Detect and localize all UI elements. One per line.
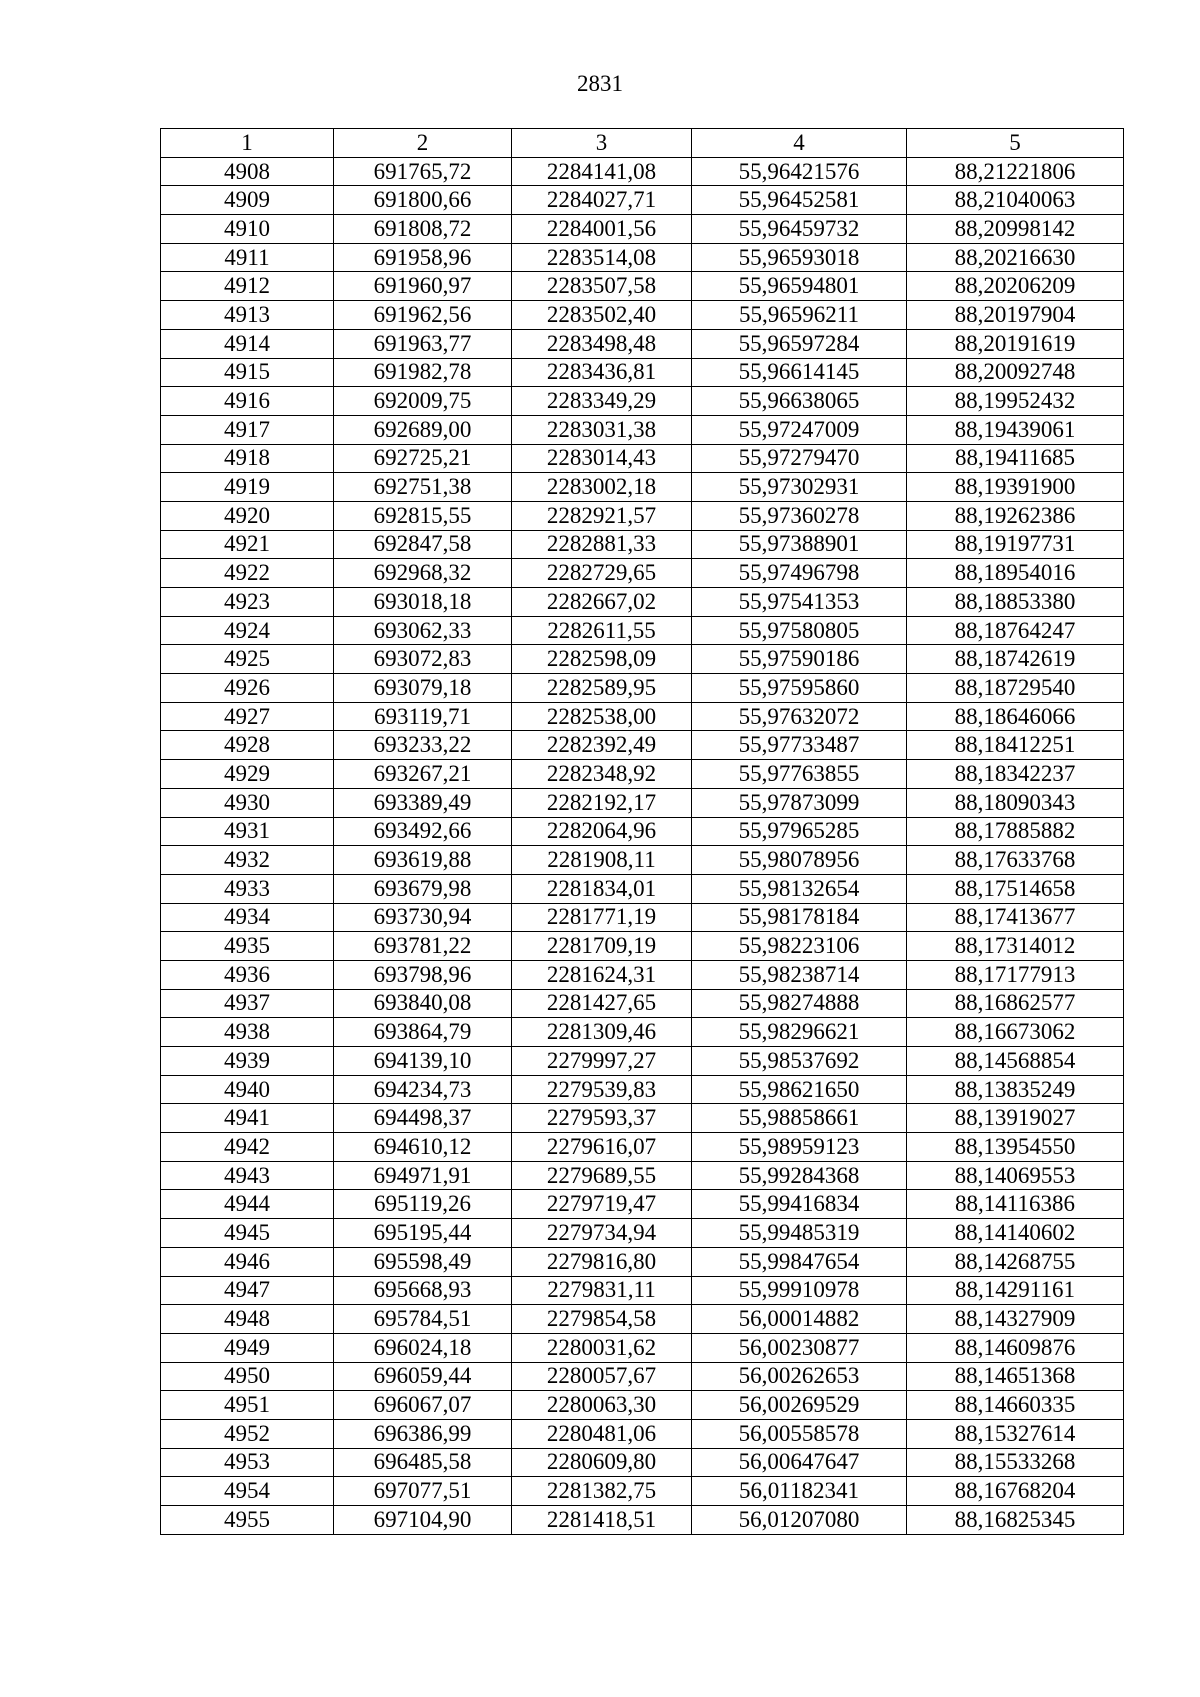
longitude-cell: 88,20998142 (907, 215, 1124, 244)
coordinate-y-cell: 2279719,47 (512, 1190, 692, 1219)
coordinate-x-cell: 692751,38 (334, 473, 512, 502)
point-number-cell: 4911 (161, 243, 334, 272)
coordinate-x-cell: 697077,51 (334, 1477, 512, 1506)
latitude-cell: 55,96638065 (692, 387, 907, 416)
coordinate-x-cell: 695195,44 (334, 1219, 512, 1248)
table-row (161, 157, 1124, 186)
table-row (161, 1219, 1124, 1248)
table-row (161, 788, 1124, 817)
coordinate-y-cell: 2280031,62 (512, 1333, 692, 1362)
longitude-cell: 88,18090343 (907, 788, 1124, 817)
coordinate-x-cell: 693864,79 (334, 1018, 512, 1047)
latitude-cell: 56,01207080 (692, 1506, 907, 1535)
point-number-cell: 4938 (161, 1018, 334, 1047)
coordinate-y-cell: 2281771,19 (512, 903, 692, 932)
longitude-cell: 88,20092748 (907, 358, 1124, 387)
point-number-cell: 4925 (161, 645, 334, 674)
point-number-cell: 4950 (161, 1362, 334, 1391)
coordinate-y-cell: 2279689,55 (512, 1161, 692, 1190)
latitude-cell: 55,96597284 (692, 329, 907, 358)
coordinate-y-cell: 2282611,55 (512, 616, 692, 645)
coordinate-x-cell: 691963,77 (334, 329, 512, 358)
latitude-cell: 55,97733487 (692, 731, 907, 760)
longitude-cell: 88,16862577 (907, 989, 1124, 1018)
point-number-cell: 4955 (161, 1506, 334, 1535)
table-row (161, 272, 1124, 301)
point-number-cell: 4913 (161, 301, 334, 330)
coordinate-y-cell: 2282538,00 (512, 702, 692, 731)
coordinate-y-cell: 2282921,57 (512, 501, 692, 530)
point-number-cell: 4936 (161, 960, 334, 989)
table-row (161, 501, 1124, 530)
coordinate-x-cell: 695119,26 (334, 1190, 512, 1219)
table-row (161, 989, 1124, 1018)
point-number-cell: 4945 (161, 1219, 334, 1248)
point-number-cell: 4942 (161, 1133, 334, 1162)
table-row (161, 731, 1124, 760)
point-number-cell: 4954 (161, 1477, 334, 1506)
point-number-cell: 4912 (161, 272, 334, 301)
table-row (161, 932, 1124, 961)
coordinate-y-cell: 2281418,51 (512, 1506, 692, 1535)
longitude-cell: 88,17314012 (907, 932, 1124, 961)
table-row (161, 358, 1124, 387)
longitude-cell: 88,15327614 (907, 1419, 1124, 1448)
coordinate-x-cell: 691962,56 (334, 301, 512, 330)
point-number-cell: 4944 (161, 1190, 334, 1219)
longitude-cell: 88,14116386 (907, 1190, 1124, 1219)
coordinate-y-cell: 2280481,06 (512, 1419, 692, 1448)
coordinate-y-cell: 2282667,02 (512, 588, 692, 617)
point-number-cell: 4934 (161, 903, 334, 932)
coordinate-x-cell: 697104,90 (334, 1506, 512, 1535)
latitude-cell: 55,98274888 (692, 989, 907, 1018)
table-row (161, 1448, 1124, 1477)
table-row (161, 1333, 1124, 1362)
page-number: 2831 (577, 71, 623, 96)
coordinate-y-cell: 2279854,58 (512, 1305, 692, 1334)
column-header-4: 4 (692, 129, 907, 158)
coordinate-y-cell: 2279816,80 (512, 1247, 692, 1276)
coordinate-x-cell: 693781,22 (334, 932, 512, 961)
longitude-cell: 88,14609876 (907, 1333, 1124, 1362)
latitude-cell: 55,98858661 (692, 1104, 907, 1133)
coordinate-x-cell: 694498,37 (334, 1104, 512, 1133)
latitude-cell: 55,98078956 (692, 846, 907, 875)
coordinate-y-cell: 2279616,07 (512, 1133, 692, 1162)
table-row (161, 960, 1124, 989)
longitude-cell: 88,15533268 (907, 1448, 1124, 1477)
coordinate-x-cell: 691808,72 (334, 215, 512, 244)
longitude-cell: 88,19411685 (907, 444, 1124, 473)
point-number-cell: 4932 (161, 846, 334, 875)
coordinate-x-cell: 693492,66 (334, 817, 512, 846)
longitude-cell: 88,18646066 (907, 702, 1124, 731)
coordinate-y-cell: 2282881,33 (512, 530, 692, 559)
latitude-cell: 55,97360278 (692, 501, 907, 530)
longitude-cell: 88,17177913 (907, 960, 1124, 989)
table-row (161, 1305, 1124, 1334)
latitude-cell: 56,00647647 (692, 1448, 907, 1477)
point-number-cell: 4922 (161, 559, 334, 588)
coordinate-y-cell: 2281834,01 (512, 874, 692, 903)
latitude-cell: 55,97763855 (692, 760, 907, 789)
longitude-cell: 88,19952432 (907, 387, 1124, 416)
longitude-cell: 88,18853380 (907, 588, 1124, 617)
table-row (161, 1161, 1124, 1190)
latitude-cell: 55,97595860 (692, 674, 907, 703)
coordinate-y-cell: 2283514,08 (512, 243, 692, 272)
longitude-cell: 88,16825345 (907, 1506, 1124, 1535)
coordinate-y-cell: 2282598,09 (512, 645, 692, 674)
coordinate-y-cell: 2282192,17 (512, 788, 692, 817)
point-number-cell: 4931 (161, 817, 334, 846)
point-number-cell: 4933 (161, 874, 334, 903)
coordinate-x-cell: 691958,96 (334, 243, 512, 272)
point-number-cell: 4948 (161, 1305, 334, 1334)
latitude-cell: 56,00014882 (692, 1305, 907, 1334)
latitude-cell: 55,96594801 (692, 272, 907, 301)
longitude-cell: 88,14268755 (907, 1247, 1124, 1276)
coordinate-x-cell: 695668,93 (334, 1276, 512, 1305)
point-number-cell: 4951 (161, 1391, 334, 1420)
point-number-cell: 4935 (161, 932, 334, 961)
latitude-cell: 55,97388901 (692, 530, 907, 559)
latitude-cell: 55,99910978 (692, 1276, 907, 1305)
coordinate-x-cell: 694139,10 (334, 1047, 512, 1076)
coordinate-x-cell: 696386,99 (334, 1419, 512, 1448)
point-number-cell: 4937 (161, 989, 334, 1018)
latitude-cell: 55,97580805 (692, 616, 907, 645)
latitude-cell: 55,97965285 (692, 817, 907, 846)
longitude-cell: 88,18954016 (907, 559, 1124, 588)
longitude-cell: 88,20197904 (907, 301, 1124, 330)
coordinate-y-cell: 2283349,29 (512, 387, 692, 416)
coordinate-y-cell: 2279593,37 (512, 1104, 692, 1133)
table-row (161, 588, 1124, 617)
coordinate-x-cell: 691765,72 (334, 157, 512, 186)
longitude-cell: 88,14651368 (907, 1362, 1124, 1391)
header-row (161, 129, 1124, 158)
point-number-cell: 4929 (161, 760, 334, 789)
longitude-cell: 88,19262386 (907, 501, 1124, 530)
longitude-cell: 88,20216630 (907, 243, 1124, 272)
latitude-cell: 55,98537692 (692, 1047, 907, 1076)
coordinate-x-cell: 696024,18 (334, 1333, 512, 1362)
latitude-cell: 56,00262653 (692, 1362, 907, 1391)
coordinate-y-cell: 2281309,46 (512, 1018, 692, 1047)
table-row (161, 387, 1124, 416)
point-number-cell: 4918 (161, 444, 334, 473)
coordinate-x-cell: 692847,58 (334, 530, 512, 559)
latitude-cell: 56,00230877 (692, 1333, 907, 1362)
coordinate-y-cell: 2281709,19 (512, 932, 692, 961)
longitude-cell: 88,20191619 (907, 329, 1124, 358)
point-number-cell: 4947 (161, 1276, 334, 1305)
longitude-cell: 88,14660335 (907, 1391, 1124, 1420)
coordinate-x-cell: 692725,21 (334, 444, 512, 473)
table-row (161, 1075, 1124, 1104)
latitude-cell: 55,99847654 (692, 1247, 907, 1276)
coordinate-x-cell: 694234,73 (334, 1075, 512, 1104)
coordinate-x-cell: 693840,08 (334, 989, 512, 1018)
longitude-cell: 88,14568854 (907, 1047, 1124, 1076)
table-row (161, 1391, 1124, 1420)
coordinate-y-cell: 2282729,65 (512, 559, 692, 588)
table-row (161, 1276, 1124, 1305)
coordinate-x-cell: 696485,58 (334, 1448, 512, 1477)
coordinate-y-cell: 2283507,58 (512, 272, 692, 301)
longitude-cell: 88,19391900 (907, 473, 1124, 502)
longitude-cell: 88,14327909 (907, 1305, 1124, 1334)
coordinate-x-cell: 693062,33 (334, 616, 512, 645)
point-number-cell: 4909 (161, 186, 334, 215)
latitude-cell: 55,96596211 (692, 301, 907, 330)
coordinate-x-cell: 693798,96 (334, 960, 512, 989)
longitude-cell: 88,14140602 (907, 1219, 1124, 1248)
table-row (161, 444, 1124, 473)
longitude-cell: 88,17514658 (907, 874, 1124, 903)
point-number-cell: 4926 (161, 674, 334, 703)
coordinate-y-cell: 2281908,11 (512, 846, 692, 875)
latitude-cell: 55,98132654 (692, 874, 907, 903)
point-number-cell: 4914 (161, 329, 334, 358)
longitude-cell: 88,20206209 (907, 272, 1124, 301)
coordinate-x-cell: 692009,75 (334, 387, 512, 416)
longitude-cell: 88,13835249 (907, 1075, 1124, 1104)
table-row (161, 1506, 1124, 1535)
longitude-cell: 88,19439061 (907, 415, 1124, 444)
coordinate-y-cell: 2279831,11 (512, 1276, 692, 1305)
table-row (161, 1419, 1124, 1448)
table-row (161, 817, 1124, 846)
latitude-cell: 55,98178184 (692, 903, 907, 932)
point-number-cell: 4943 (161, 1161, 334, 1190)
longitude-cell: 88,16768204 (907, 1477, 1124, 1506)
table-row (161, 903, 1124, 932)
point-number-cell: 4952 (161, 1419, 334, 1448)
coordinate-y-cell: 2284141,08 (512, 157, 692, 186)
coordinate-y-cell: 2283002,18 (512, 473, 692, 502)
longitude-cell: 88,18729540 (907, 674, 1124, 703)
table-row (161, 645, 1124, 674)
point-number-cell: 4928 (161, 731, 334, 760)
table-row (161, 1477, 1124, 1506)
latitude-cell: 55,98959123 (692, 1133, 907, 1162)
longitude-cell: 88,17885882 (907, 817, 1124, 846)
coordinate-y-cell: 2282348,92 (512, 760, 692, 789)
coordinate-y-cell: 2283436,81 (512, 358, 692, 387)
coordinate-y-cell: 2282392,49 (512, 731, 692, 760)
latitude-cell: 56,00558578 (692, 1419, 907, 1448)
point-number-cell: 4924 (161, 616, 334, 645)
latitude-cell: 55,99485319 (692, 1219, 907, 1248)
latitude-cell: 56,01182341 (692, 1477, 907, 1506)
latitude-cell: 55,97541353 (692, 588, 907, 617)
latitude-cell: 56,00269529 (692, 1391, 907, 1420)
coordinate-x-cell: 695598,49 (334, 1247, 512, 1276)
coordinate-y-cell: 2281382,75 (512, 1477, 692, 1506)
point-number-cell: 4917 (161, 415, 334, 444)
latitude-cell: 55,97496798 (692, 559, 907, 588)
table-row (161, 1190, 1124, 1219)
table-body (161, 157, 1124, 1534)
coordinate-y-cell: 2279539,83 (512, 1075, 692, 1104)
point-number-cell: 4940 (161, 1075, 334, 1104)
latitude-cell: 55,96459732 (692, 215, 907, 244)
point-number-cell: 4941 (161, 1104, 334, 1133)
coordinate-y-cell: 2283031,38 (512, 415, 692, 444)
table-row (161, 301, 1124, 330)
latitude-cell: 55,97873099 (692, 788, 907, 817)
table-row (161, 1133, 1124, 1162)
latitude-cell: 55,97302931 (692, 473, 907, 502)
table-row (161, 530, 1124, 559)
coordinate-x-cell: 692689,00 (334, 415, 512, 444)
table-row (161, 186, 1124, 215)
latitude-cell: 55,97632072 (692, 702, 907, 731)
coordinate-x-cell: 696067,07 (334, 1391, 512, 1420)
coordinate-x-cell: 695784,51 (334, 1305, 512, 1334)
point-number-cell: 4920 (161, 501, 334, 530)
longitude-cell: 88,18412251 (907, 731, 1124, 760)
coordinate-x-cell: 694971,91 (334, 1161, 512, 1190)
longitude-cell: 88,17413677 (907, 903, 1124, 932)
latitude-cell: 55,96421576 (692, 157, 907, 186)
column-header-2: 2 (334, 129, 512, 158)
column-header-5: 5 (907, 129, 1124, 158)
coordinate-x-cell: 693072,83 (334, 645, 512, 674)
coordinate-x-cell: 691982,78 (334, 358, 512, 387)
coordinate-x-cell: 692968,32 (334, 559, 512, 588)
point-number-cell: 4921 (161, 530, 334, 559)
latitude-cell: 55,98621650 (692, 1075, 907, 1104)
point-number-cell: 4908 (161, 157, 334, 186)
coordinate-x-cell: 693233,22 (334, 731, 512, 760)
table-row (161, 1047, 1124, 1076)
longitude-cell: 88,14291161 (907, 1276, 1124, 1305)
coordinate-x-cell: 696059,44 (334, 1362, 512, 1391)
coordinate-x-cell: 693119,71 (334, 702, 512, 731)
coordinate-y-cell: 2280057,67 (512, 1362, 692, 1391)
latitude-cell: 55,99284368 (692, 1161, 907, 1190)
coordinate-x-cell: 691960,97 (334, 272, 512, 301)
longitude-cell: 88,18764247 (907, 616, 1124, 645)
column-header-3: 3 (512, 129, 692, 158)
longitude-cell: 88,19197731 (907, 530, 1124, 559)
latitude-cell: 55,98238714 (692, 960, 907, 989)
table-row (161, 1104, 1124, 1133)
coordinate-y-cell: 2282064,96 (512, 817, 692, 846)
coordinate-y-cell: 2279997,27 (512, 1047, 692, 1076)
coordinate-x-cell: 693079,18 (334, 674, 512, 703)
table-row (161, 473, 1124, 502)
table-row (161, 1247, 1124, 1276)
coordinate-y-cell: 2280609,80 (512, 1448, 692, 1477)
coordinate-x-cell: 693389,49 (334, 788, 512, 817)
coordinate-x-cell: 693267,21 (334, 760, 512, 789)
latitude-cell: 55,96614145 (692, 358, 907, 387)
longitude-cell: 88,21221806 (907, 157, 1124, 186)
table-row (161, 415, 1124, 444)
coordinate-y-cell: 2284027,71 (512, 186, 692, 215)
longitude-cell: 88,14069553 (907, 1161, 1124, 1190)
table-row (161, 329, 1124, 358)
point-number-cell: 4927 (161, 702, 334, 731)
coordinate-y-cell: 2282589,95 (512, 674, 692, 703)
latitude-cell: 55,97590186 (692, 645, 907, 674)
longitude-cell: 88,18742619 (907, 645, 1124, 674)
latitude-cell: 55,98223106 (692, 932, 907, 961)
latitude-cell: 55,97279470 (692, 444, 907, 473)
coordinate-y-cell: 2284001,56 (512, 215, 692, 244)
table-row (161, 674, 1124, 703)
point-number-cell: 4949 (161, 1333, 334, 1362)
latitude-cell: 55,96452581 (692, 186, 907, 215)
coordinate-x-cell: 692815,55 (334, 501, 512, 530)
table-row (161, 243, 1124, 272)
coordinate-y-cell: 2283498,48 (512, 329, 692, 358)
coordinate-x-cell: 693018,18 (334, 588, 512, 617)
table-row (161, 846, 1124, 875)
coordinate-x-cell: 694610,12 (334, 1133, 512, 1162)
coordinate-y-cell: 2283014,43 (512, 444, 692, 473)
coordinate-x-cell: 691800,66 (334, 186, 512, 215)
point-number-cell: 4910 (161, 215, 334, 244)
column-header-1: 1 (161, 129, 334, 158)
table-row (161, 874, 1124, 903)
point-number-cell: 4946 (161, 1247, 334, 1276)
coordinate-x-cell: 693619,88 (334, 846, 512, 875)
latitude-cell: 55,97247009 (692, 415, 907, 444)
coordinate-y-cell: 2279734,94 (512, 1219, 692, 1248)
coordinate-y-cell: 2283502,40 (512, 301, 692, 330)
point-number-cell: 4923 (161, 588, 334, 617)
longitude-cell: 88,13954550 (907, 1133, 1124, 1162)
coordinate-x-cell: 693730,94 (334, 903, 512, 932)
longitude-cell: 88,18342237 (907, 760, 1124, 789)
point-number-cell: 4930 (161, 788, 334, 817)
table-row (161, 616, 1124, 645)
table-row (161, 1018, 1124, 1047)
table-row (161, 702, 1124, 731)
point-number-cell: 4915 (161, 358, 334, 387)
coordinate-y-cell: 2280063,30 (512, 1391, 692, 1420)
table-header (161, 129, 1124, 158)
coordinate-y-cell: 2281624,31 (512, 960, 692, 989)
point-number-cell: 4953 (161, 1448, 334, 1477)
longitude-cell: 88,13919027 (907, 1104, 1124, 1133)
longitude-cell: 88,17633768 (907, 846, 1124, 875)
table-row (161, 1362, 1124, 1391)
point-number-cell: 4939 (161, 1047, 334, 1076)
point-number-cell: 4919 (161, 473, 334, 502)
coordinate-x-cell: 693679,98 (334, 874, 512, 903)
latitude-cell: 55,99416834 (692, 1190, 907, 1219)
coordinate-y-cell: 2281427,65 (512, 989, 692, 1018)
latitude-cell: 55,98296621 (692, 1018, 907, 1047)
table-row (161, 215, 1124, 244)
table-row (161, 760, 1124, 789)
latitude-cell: 55,96593018 (692, 243, 907, 272)
coordinates-table (160, 128, 1124, 1535)
table-row (161, 559, 1124, 588)
point-number-cell: 4916 (161, 387, 334, 416)
longitude-cell: 88,16673062 (907, 1018, 1124, 1047)
longitude-cell: 88,21040063 (907, 186, 1124, 215)
